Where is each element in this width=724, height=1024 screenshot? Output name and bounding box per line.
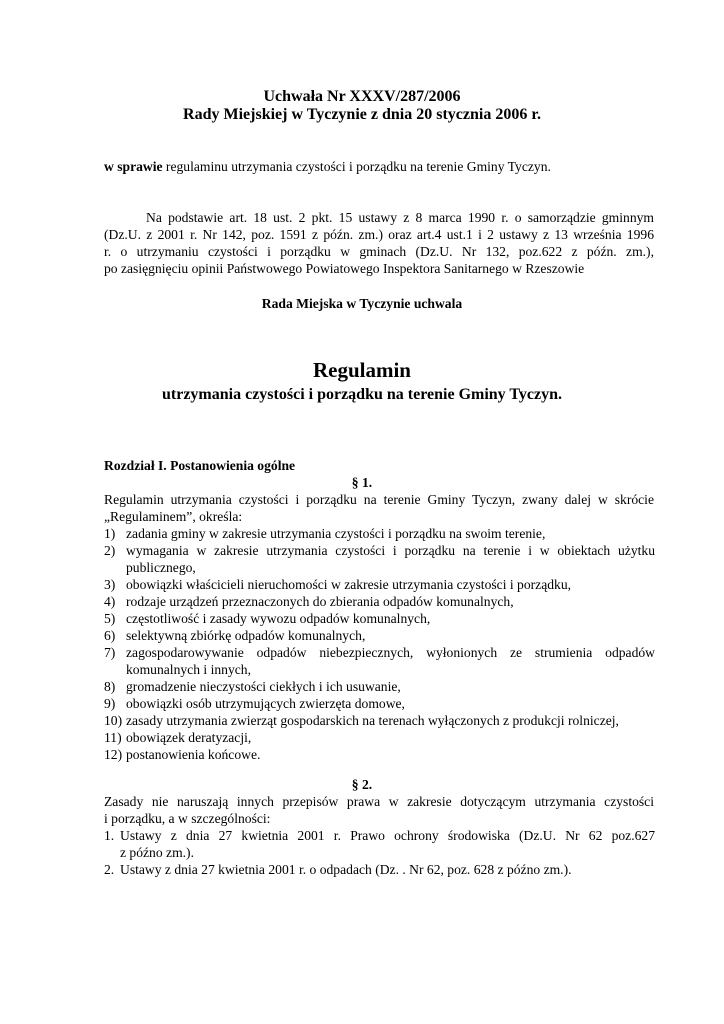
subject-text: regulaminu utrzymania czystości i porządku na terenie Gminy Tyczyn. [162, 159, 551, 174]
list-item: 10) zasady utrzymania zwierząt gospodarskich na terenach wyłączonych z produkcji rolniczej, [104, 713, 619, 728]
section-intro-line: Zasady nie naruszają innych przepisów prawa w zakresie dotyczącym utrzymania czystości [104, 794, 654, 809]
regulation-title: Regulamin [312, 358, 411, 382]
section-intro-line: „Regulaminem”, określa: [104, 509, 243, 524]
section1-list [104, 525, 655, 763]
regulation-subtitle: utrzymania czystości i porządku na terenie Gminy Tyczyn. [162, 386, 562, 403]
list-item: 2. Ustawy z dnia 27 kwietnia 2001 r. o odpadach (Dz. . Nr 62, poz. 628 z późno zm.). [104, 862, 572, 877]
legal-basis-line: Na podstawie art. 18 ust. 2 pkt. 15 ustawy z 8 marca 1990 r. o samorządzie gminnym [146, 210, 654, 225]
legal-basis-line: r. o utrzymaniu czystości i porządku w gminach (Dz.U. Nr 132, poz.622 z późn. zm.), [104, 244, 654, 259]
section-mark: § 2. [351, 777, 373, 792]
list-item: 9) obowiązki osób utrzymujących zwierzęta domowe, [104, 696, 405, 711]
legal-basis-line: po zasięgnięciu opinii Państwowego Powiatowego Inspektora Sanitarnego w Rzeszowie [104, 261, 585, 276]
chapter-heading: Rozdział I. Postanowienia ogólne [104, 458, 296, 473]
resolution-statement: Rada Miejska w Tyczynie uchwala [261, 296, 463, 311]
resolution-title: Uchwała Nr XXXV/287/2006 [263, 88, 461, 105]
legal-basis-line: (Dz.U. z 2001 r. Nr 142, poz. 1591 z późn. zm.) oraz art.4 ust.1 i 2 ustawy z 13 września 1996 [104, 227, 654, 242]
section-mark: § 1. [351, 475, 373, 490]
section2-list [104, 827, 655, 878]
list-item: 2) wymagania w zakresie utrzymania czystości i porządku na terenie i w obiektach użytku [104, 543, 655, 558]
list-item: 8) gromadzenie nieczystości ciekłych i ich usuwanie, [104, 679, 401, 694]
list-item: 12) postanowienia końcowe. [104, 747, 261, 762]
list-item: 1) zadania gminy w zakresie utrzymania czystości i porządku na swoim terenie, [104, 526, 546, 541]
list-item-continuation: publicznego, [126, 560, 196, 575]
list-item: 1. Ustawy z dnia 27 kwietnia 2001 r. Prawo ochrony środowiska (Dz.U. Nr 62 poz.627 [104, 828, 655, 843]
list-item-continuation: z późno zm.). [120, 845, 194, 860]
list-item: 7) zagospodarowywanie odpadów niebezpiecznych, wyłonionych ze strumienia odpadów [104, 645, 655, 660]
list-item: 4) rodzaje urządzeń przeznaczonych do zbierania odpadów komunalnych, [104, 594, 514, 609]
section-intro-line: Regulamin utrzymania czystości i porządku na terenie Gminy Tyczyn, zwany dalej w skrócie [104, 492, 654, 507]
resolution-subject [104, 158, 551, 175]
resolution-council-date: Rady Miejskiej w Tyczynie z dnia 20 stycznia 2006 r. [183, 106, 541, 123]
section-intro-line: i porządku, a w szczególności: [104, 811, 271, 826]
list-item: 5) częstotliwość i zasady wywozu odpadów komunalnych, [104, 611, 431, 626]
list-item-continuation: komunalnych i innych, [126, 662, 251, 677]
list-item: 3) obowiązki właścicieli nieruchomości w zakresie utrzymania czystości i porządku, [104, 577, 572, 592]
list-item: 6) selektywną zbiórkę odpadów komunalnych, [104, 628, 366, 643]
list-item: 11) obowiązek deratyzacji, [104, 730, 252, 745]
subject-prefix: w sprawie [104, 159, 163, 174]
